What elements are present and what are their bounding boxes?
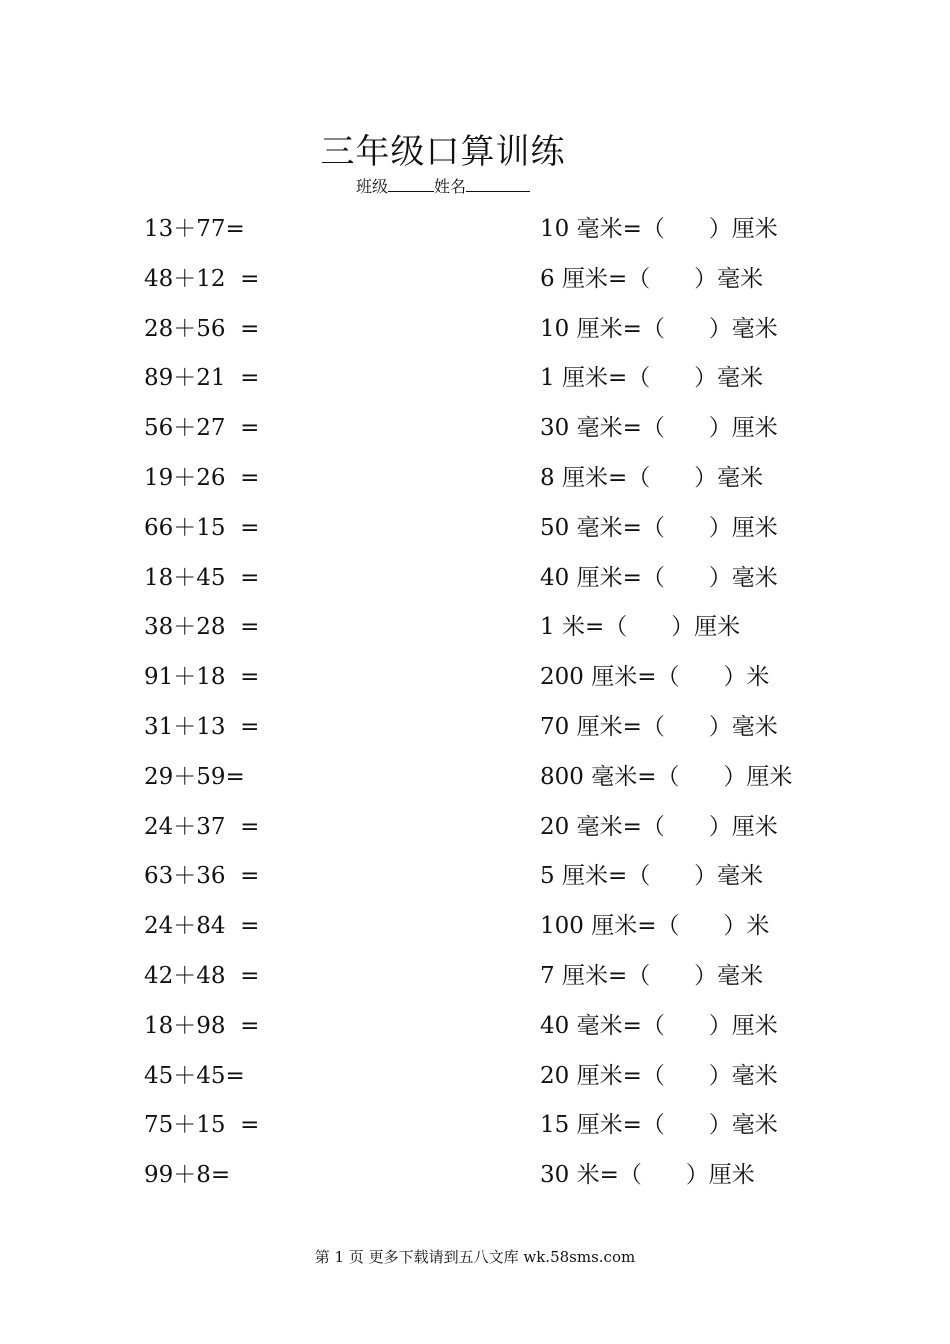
addition-problem: 31＋13 = <box>144 713 260 740</box>
exercise-list <box>0 200 950 1196</box>
addition-problem: 18＋98 = <box>144 1012 260 1039</box>
unit-conversion-problem: 800 毫米=（ ）厘米 <box>540 763 793 790</box>
exercise-row <box>0 997 950 1047</box>
addition-problem: 75＋15 = <box>144 1112 260 1139</box>
exercise-row <box>0 449 950 499</box>
exercise-row <box>0 648 950 698</box>
unit-conversion-problem: 50 毫米=（ ）厘米 <box>540 514 778 541</box>
addition-problem: 13＋77= <box>144 216 245 242</box>
unit-conversion-problem: 5 厘米=（ ）毫米 <box>540 863 764 890</box>
unit-conversion-problem: 70 厘米=（ ）毫米 <box>540 713 778 740</box>
unit-conversion-problem: 20 厘米=（ ）毫米 <box>540 1062 778 1089</box>
unit-conversion-problem: 15 厘米=（ ）毫米 <box>540 1112 778 1139</box>
unit-conversion-problem: 10 厘米=（ ）毫米 <box>540 315 778 342</box>
class-blank <box>388 177 434 192</box>
exercise-row <box>0 399 950 449</box>
addition-problem: 99＋8= <box>144 1162 231 1189</box>
exercise-row <box>0 1096 950 1146</box>
addition-problem: 24＋37 = <box>144 813 260 840</box>
unit-conversion-problem: 6 厘米=（ ）毫米 <box>540 265 764 292</box>
exercise-row <box>0 1146 950 1196</box>
addition-problem: 28＋56 = <box>144 315 260 342</box>
name-blank <box>466 177 530 192</box>
exercise-row <box>0 847 950 897</box>
unit-conversion-problem: 7 厘米=（ ）毫米 <box>540 962 764 989</box>
page-footer: 第 1 页 更多下载请到五八文库 wk.58sms.com <box>314 1248 636 1266</box>
class-label: 班级 <box>355 177 388 196</box>
exercise-row <box>0 499 950 549</box>
addition-problem: 18＋45 = <box>144 564 260 591</box>
exercise-row <box>0 200 950 250</box>
unit-conversion-problem: 30 米=（ ）厘米 <box>540 1162 755 1189</box>
unit-conversion-problem: 8 厘米=（ ）毫米 <box>540 464 764 491</box>
exercise-row <box>0 897 950 947</box>
unit-conversion-problem: 200 厘米=（ ）米 <box>540 664 770 691</box>
page-title: 三年级口算训练 <box>320 132 566 172</box>
addition-problem: 66＋15 = <box>144 514 260 541</box>
exercise-row <box>0 1047 950 1097</box>
unit-conversion-problem: 20 毫米=（ ）厘米 <box>540 813 778 840</box>
addition-problem: 89＋21 = <box>144 365 260 392</box>
student-info-line <box>0 174 886 197</box>
exercise-row <box>0 698 950 748</box>
unit-conversion-problem: 40 毫米=（ ）厘米 <box>540 1012 778 1039</box>
unit-conversion-problem: 1 厘米=（ ）毫米 <box>540 365 764 392</box>
addition-problem: 24＋84 = <box>144 913 260 940</box>
exercise-row <box>0 598 950 648</box>
addition-problem: 63＋36 = <box>144 863 260 890</box>
exercise-row <box>0 748 950 798</box>
unit-conversion-problem: 100 厘米=（ ）米 <box>540 913 770 940</box>
addition-problem: 48＋12 = <box>144 265 260 292</box>
unit-conversion-problem: 30 毫米=（ ）厘米 <box>540 415 778 442</box>
addition-problem: 45＋45= <box>144 1062 245 1089</box>
addition-problem: 38＋28 = <box>144 614 260 641</box>
exercise-row <box>0 947 950 997</box>
addition-problem: 19＋26 = <box>144 464 260 491</box>
exercise-row <box>0 250 950 300</box>
addition-problem: 56＋27 = <box>144 415 260 442</box>
unit-conversion-problem: 1 米=（ ）厘米 <box>540 614 741 641</box>
addition-problem: 42＋48 = <box>144 962 260 989</box>
addition-problem: 29＋59= <box>144 763 245 790</box>
exercise-row <box>0 349 950 399</box>
exercise-row <box>0 798 950 848</box>
unit-conversion-problem: 40 厘米=（ ）毫米 <box>540 564 778 591</box>
unit-conversion-problem: 10 毫米=（ ）厘米 <box>540 216 778 242</box>
addition-problem: 91＋18 = <box>144 664 260 691</box>
name-label: 姓名 <box>434 177 467 196</box>
exercise-row <box>0 300 950 350</box>
exercise-row <box>0 549 950 599</box>
